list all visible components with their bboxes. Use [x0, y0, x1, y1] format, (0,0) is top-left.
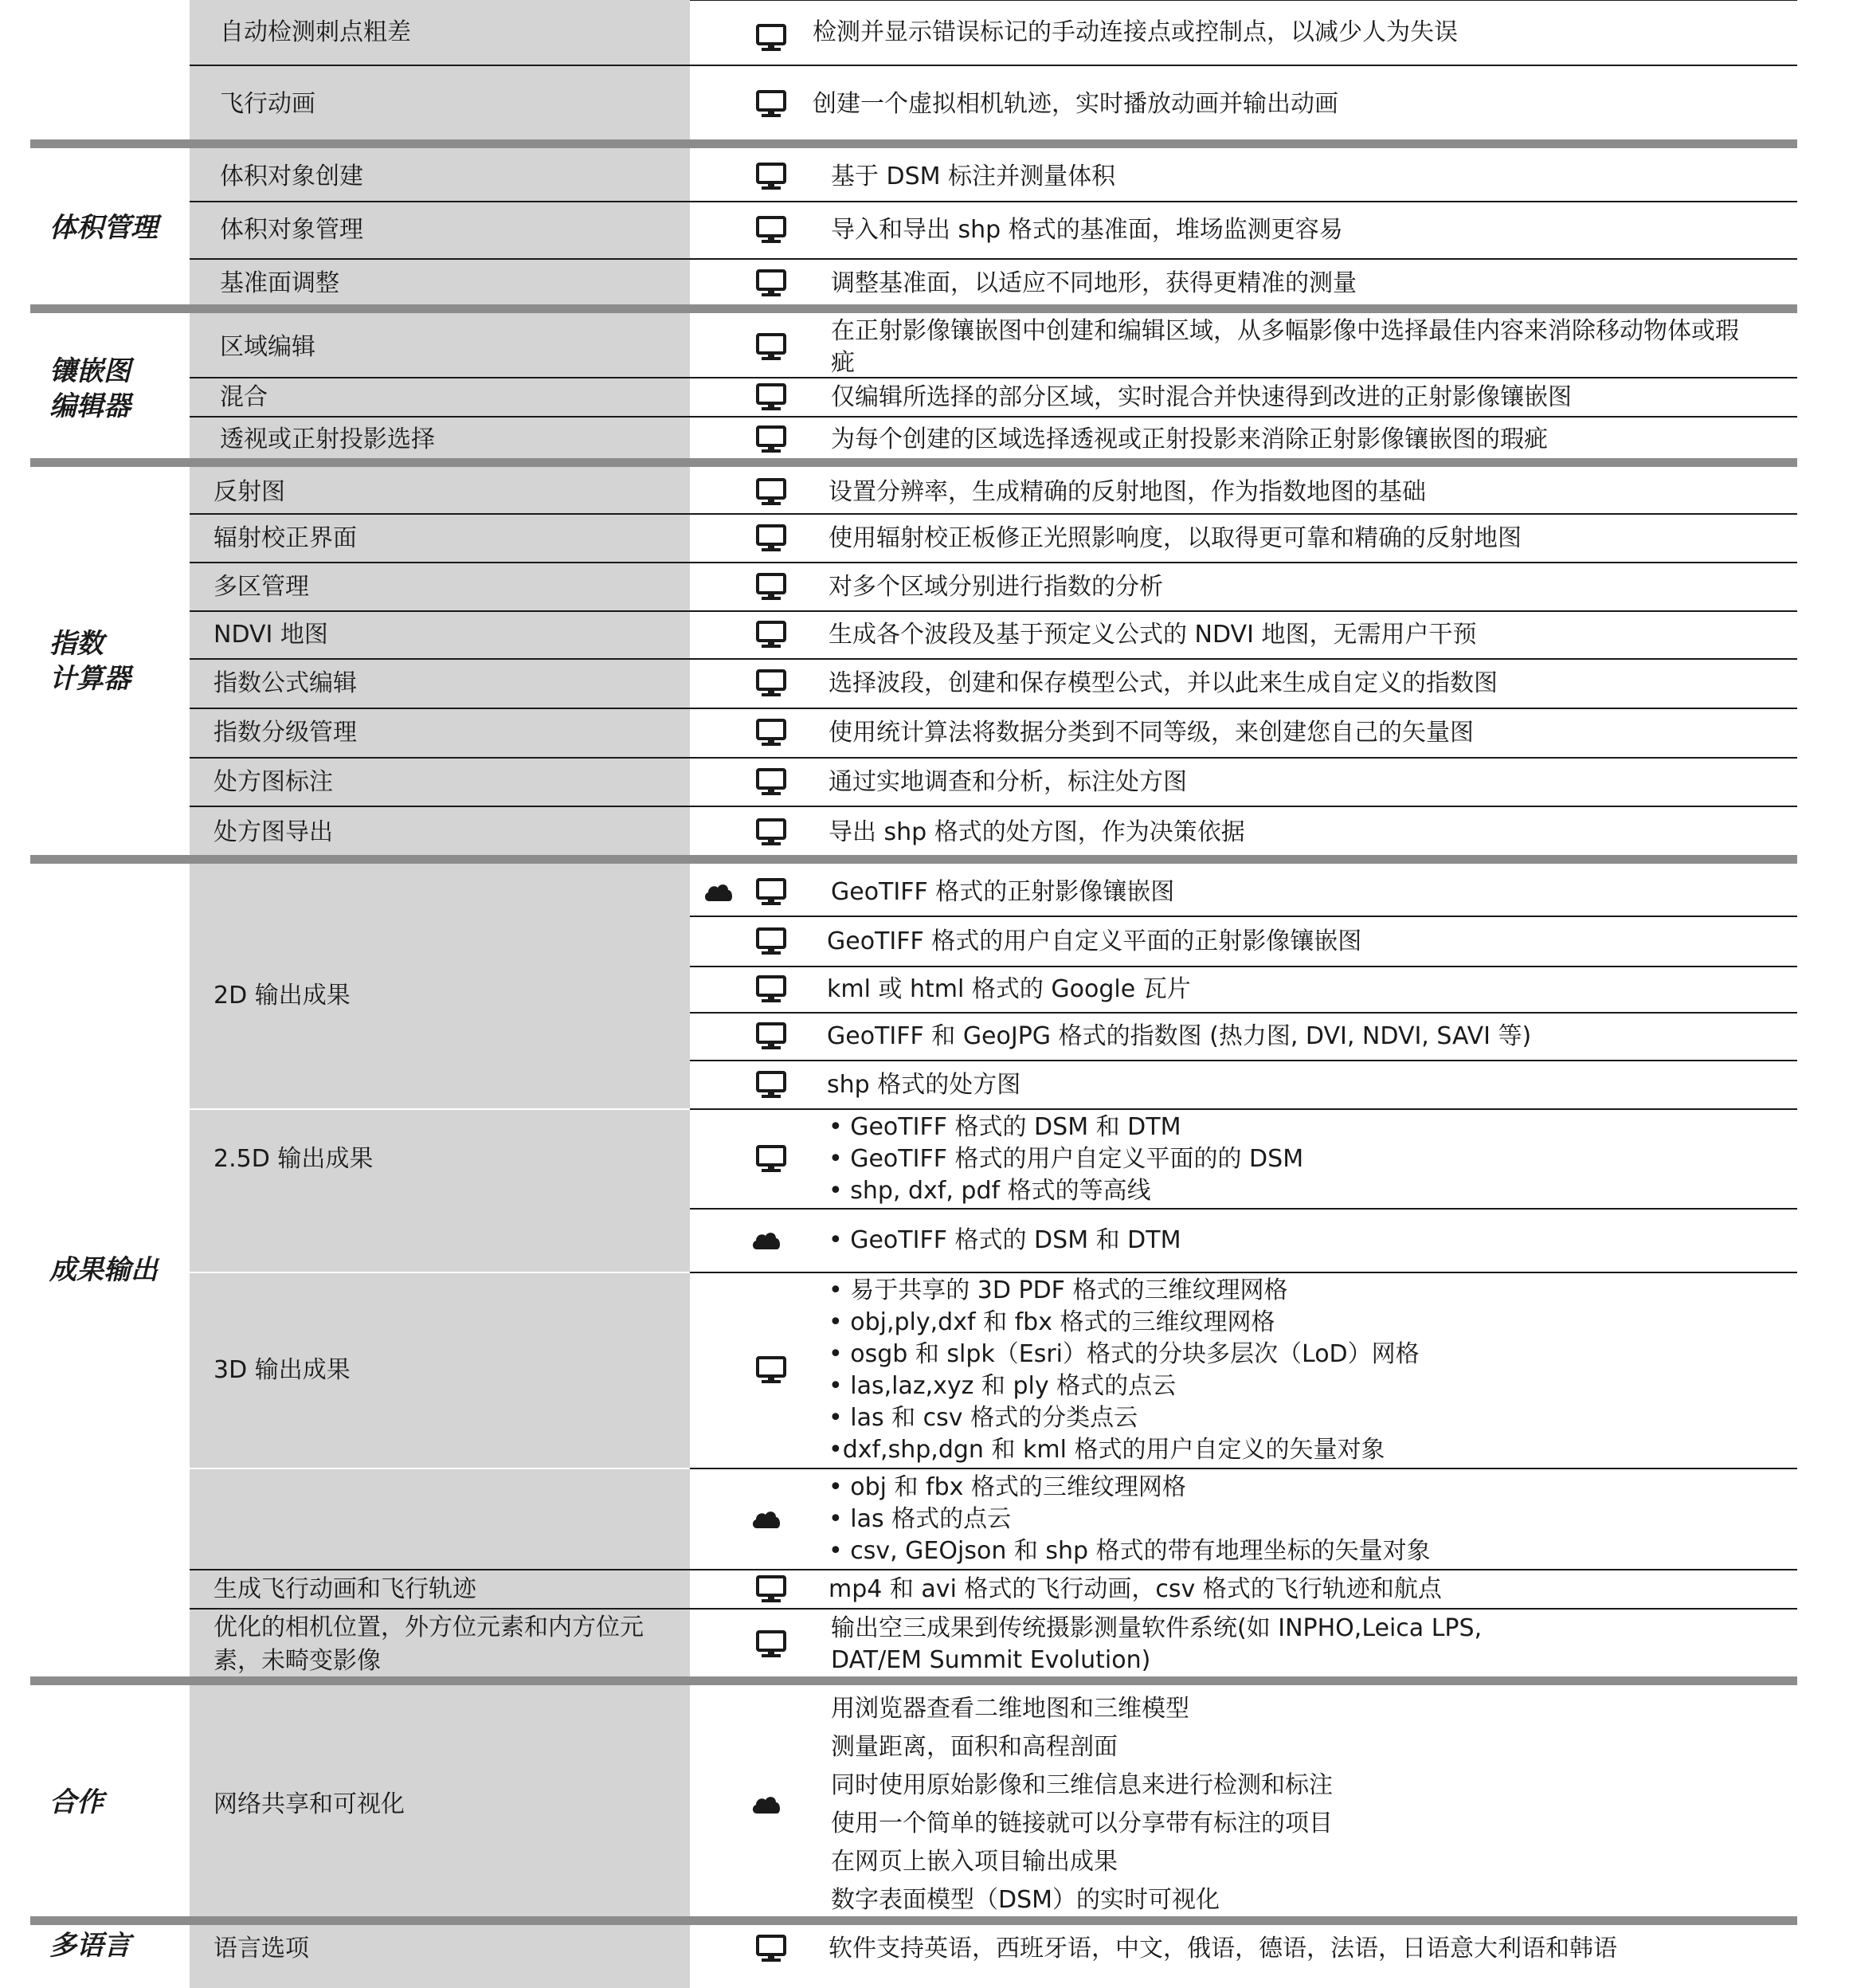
desktop-icon: [755, 1022, 787, 1051]
row-divider: [690, 966, 1797, 967]
feature-description: [831, 1690, 1333, 1919]
feature-name: [213, 816, 333, 849]
description-line: • osgb 和 slpk（Esri）格式的分块多层次（LoD）网格: [829, 1340, 1420, 1368]
category-index-line-2: 计算器: [49, 663, 131, 695]
description-line: 输出空三成果到传统摄影测量软件系统(如 INPHO,Leica LPS,: [831, 1614, 1483, 1642]
desktop-icon: [755, 1935, 787, 1963]
desktop-icon: [755, 1145, 787, 1174]
row-divider: [190, 416, 1797, 418]
feature-description: [831, 268, 1357, 300]
feature-description: [831, 316, 1739, 379]
description-line: 导入和导出 shp 格式的基准面，堆场监测更容易: [831, 216, 1343, 244]
feature-description: [827, 1021, 1531, 1053]
feature-name-line: 处方图标注: [213, 768, 333, 796]
description-line: 测量距离，面积和高程剖面: [831, 1733, 1118, 1761]
feature-description: [829, 1275, 1420, 1466]
description-line: 为每个创建的区域选择透视或正射投影来消除正射影像镶嵌图的瑕疵: [831, 425, 1548, 453]
desktop-icon: [755, 1630, 787, 1659]
feature-name-line: 处方图导出: [213, 818, 333, 846]
feature-name: [220, 381, 268, 414]
description-line: 在正射影像镶嵌图中创建和编辑区域，从多幅影像中选择最佳内容来消除移动物体或瑕: [831, 317, 1739, 345]
feature-description: [827, 974, 1191, 1006]
feature-name: [213, 476, 285, 509]
row-divider: [690, 1012, 1797, 1014]
feature-description: [831, 214, 1343, 246]
description-line: 通过实地调查和分析，标注处方图: [829, 768, 1187, 796]
desktop-icon: [755, 333, 787, 362]
desktop-icon: [755, 383, 787, 412]
feature-description: [829, 1933, 1617, 1965]
feature-name-line: 生成飞行动画和飞行轨迹: [213, 1575, 476, 1603]
feature-name: [213, 1354, 351, 1387]
desktop-icon: [755, 768, 787, 797]
desktop-icon: [755, 818, 787, 847]
feature-name-line: 语言选项: [213, 1935, 309, 1963]
row-divider: [190, 708, 1797, 709]
description-line: 导出 shp 格式的处方图，作为决策依据: [829, 818, 1245, 846]
cloud-icon: [750, 1226, 782, 1255]
description-line: 仅编辑所选择的部分区域，实时混合并快速得到改进的正射影像镶嵌图: [831, 383, 1572, 411]
feature-description: [831, 1613, 1482, 1676]
feature-name-line: 指数分级管理: [213, 719, 357, 747]
feature-name-line: 网络共享和可视化: [213, 1790, 405, 1818]
feature-name-line: 优化的相机位置，外方位元素和内方位元: [213, 1614, 644, 1641]
row-divider: [690, 1208, 1797, 1210]
desktop-icon: [755, 478, 787, 507]
description-line: GeoTIFF 格式的用户自定义平面的正射影像镶嵌图: [827, 927, 1362, 955]
category-index: [49, 626, 131, 696]
feature-name-line: 2.5D 输出成果: [213, 1145, 374, 1173]
feature-name: [213, 979, 351, 1013]
desktop-icon: [755, 975, 787, 1004]
description-line: 创建一个虚拟相机轨迹，实时播放动画并输出动画: [813, 90, 1338, 118]
feature-name: [220, 267, 339, 300]
description-line: 对多个区域分别进行指数的分析: [829, 573, 1163, 601]
description-line: 同时使用原始影像和三维信息来进行检测和标注: [831, 1771, 1333, 1799]
feature-name: [213, 571, 309, 604]
description-line: 生成各个波段及基于预定义公式的 NDVI 地图，无需用户干预: [829, 621, 1477, 649]
feature-description: [813, 88, 1338, 120]
feature-description: [829, 1574, 1442, 1606]
desktop-icon: [755, 621, 787, 649]
cell-gap-divider: [190, 1272, 690, 1273]
desktop-icon: [755, 927, 787, 956]
description-line: 检测并显示错误标记的手动连接点或控制点，以减少人为失误: [813, 18, 1458, 46]
cell-gap-divider: [190, 1468, 690, 1469]
description-line: shp 格式的处方图: [827, 1071, 1021, 1099]
row-divider: [690, 916, 1797, 917]
description-line: 选择波段，创建和保存模型公式，并以此来生成自定义的指数图: [829, 669, 1498, 697]
description-line: • obj 和 fbx 格式的三维纹理网格: [829, 1473, 1186, 1501]
desktop-icon: [755, 1071, 787, 1100]
feature-name: [213, 1573, 476, 1606]
desktop-icon: [755, 163, 787, 191]
row-divider: [190, 513, 1797, 515]
row-divider: [190, 201, 1797, 202]
feature-name-line: 3D 输出成果: [213, 1356, 351, 1384]
description-line: • shp, dxf, pdf 格式的等高线: [829, 1177, 1151, 1205]
category-mosaic: [49, 354, 131, 424]
desktop-icon: [755, 425, 787, 454]
description-line: 数字表面模型（DSM）的实时可视化: [831, 1886, 1220, 1914]
feature-name: [213, 522, 357, 555]
feature-description: [831, 876, 1174, 908]
description-line: • GeoTIFF 格式的 DSM 和 DTM: [829, 1226, 1181, 1254]
cell-gap-divider: [190, 1108, 690, 1110]
description-line: GeoTIFF 格式的正射影像镶嵌图: [831, 878, 1175, 906]
row-divider: [690, 1468, 1797, 1469]
feature-name-line: 指数公式编辑: [213, 669, 357, 697]
feature-name-line: 反射图: [213, 478, 285, 506]
feature-name: [213, 766, 333, 799]
feature-description: [831, 382, 1572, 414]
description-line: 设置分辨率，生成精确的反射地图，作为指数地图的基础: [829, 478, 1426, 506]
row-divider: [190, 562, 1797, 563]
feature-name-line: 区域编辑: [220, 333, 315, 361]
description-line: • las 格式的点云: [829, 1505, 1012, 1533]
feature-name: [213, 1143, 373, 1176]
feature-name: [220, 16, 411, 49]
feature-name: [220, 331, 315, 364]
description-line: • csv, GEOjson 和 shp 格式的带有地理坐标的矢量对象: [829, 1537, 1431, 1565]
description-line: • las 和 csv 格式的分类点云: [829, 1404, 1138, 1432]
feature-name: [220, 214, 363, 247]
category-mosaic-line-1: 镶嵌图: [49, 355, 131, 387]
feature-description: [813, 17, 1458, 49]
category-output: 成果输出: [49, 1254, 158, 1286]
row-divider: [190, 757, 1797, 759]
description-line: 使用辐射校正板修正光照影响度，以取得更可靠和精确的反射地图: [829, 524, 1522, 552]
row-divider: [690, 1060, 1797, 1061]
feature-name: [213, 1788, 405, 1821]
section-separator-band: [30, 458, 1797, 467]
feature-name-line: 飞行动画: [220, 90, 315, 118]
feature-description: [829, 619, 1476, 651]
desktop-icon: [755, 269, 787, 298]
row-divider: [190, 258, 1797, 260]
description-line: kml 或 html 格式的 Google 瓦片: [827, 975, 1191, 1003]
feature-name-line: NDVI 地图: [213, 621, 328, 649]
row-divider: [690, 0, 1797, 1]
description-line: mp4 和 avi 格式的飞行动画，csv 格式的飞行轨迹和航点: [829, 1575, 1442, 1603]
feature-description: [829, 817, 1245, 849]
cloud-icon: [750, 1790, 782, 1819]
feature-description: [827, 926, 1361, 958]
feature-name-line: 2D 输出成果: [213, 982, 351, 1010]
description-line: 基于 DSM 标注并测量体积: [831, 163, 1116, 190]
row-divider: [190, 1608, 1797, 1610]
row-divider: [190, 65, 1797, 66]
feature-name: [213, 716, 357, 750]
feature-name: [213, 1932, 309, 1966]
description-line: DAT/EM Summit Evolution): [831, 1646, 1151, 1674]
feature-name: [213, 618, 328, 652]
category-index-line-1: 指数: [49, 628, 104, 660]
category-collaboration: 合作: [49, 1786, 104, 1818]
description-line: • 易于共享的 3D PDF 格式的三维纹理网格: [829, 1276, 1288, 1304]
desktop-icon: [755, 719, 787, 747]
row-divider: [190, 658, 1797, 660]
category-volume: 体积管理: [49, 212, 158, 244]
description-line: • obj,ply,dxf 和 fbx 格式的三维纹理网格: [829, 1308, 1275, 1336]
feature-description: [831, 424, 1548, 456]
feature-name-line: 素，未畸变影像: [213, 1647, 381, 1675]
description-line: 使用统计算法将数据分类到不同等级，来创建您自己的矢量图: [829, 719, 1474, 747]
description-line: •dxf,shp,dgn 和 kml 格式的用户自定义的矢量对象: [829, 1436, 1385, 1464]
desktop-icon: [755, 1356, 787, 1385]
desktop-icon: [755, 573, 787, 602]
section-separator-band: [30, 139, 1797, 148]
desktop-icon: [755, 216, 787, 245]
desktop-icon: [755, 524, 787, 553]
feature-name: [213, 1611, 644, 1678]
feature-description: [829, 1112, 1303, 1207]
description-line: • GeoTIFF 格式的用户自定义平面的的 DSM: [829, 1145, 1304, 1173]
feature-description: [829, 476, 1426, 508]
category-multilanguage: 多语言: [49, 1930, 131, 1962]
feature-name: [220, 160, 363, 194]
section-separator-band: [30, 304, 1797, 313]
desktop-icon: [755, 669, 787, 698]
feature-name-line: 基准面调整: [220, 269, 339, 297]
desktop-icon: [755, 90, 787, 119]
feature-description: [829, 523, 1522, 555]
description-line: 软件支持英语，西班牙语，中文，俄语，德语，法语，日语意大利语和韩语: [829, 1935, 1617, 1963]
feature-description: [829, 571, 1163, 603]
description-line: • GeoTIFF 格式的 DSM 和 DTM: [829, 1113, 1181, 1141]
feature-name: [213, 667, 357, 700]
feature-description: [827, 1069, 1020, 1101]
feature-name-line: 多区管理: [213, 573, 309, 601]
description-line: 用浏览器查看二维地图和三维模型: [831, 1695, 1189, 1723]
feature-description: [829, 1472, 1431, 1567]
feature-name: [220, 423, 435, 457]
cloud-icon: [750, 1505, 782, 1534]
row-divider: [190, 1569, 1797, 1570]
feature-name: [220, 88, 315, 121]
feature-description: [829, 717, 1474, 749]
cloud-icon: [703, 878, 735, 907]
feature-name-line: 透视或正射投影选择: [220, 425, 435, 453]
feature-name-line: 混合: [220, 383, 268, 411]
desktop-icon: [755, 1575, 787, 1604]
section-separator-band: [30, 855, 1797, 864]
description-line: 调整基准面，以适应不同地形，获得更精准的测量: [831, 269, 1357, 297]
feature-name-line: 体积对象管理: [220, 216, 363, 244]
feature-name-line: 自动检测刺点粗差: [220, 18, 411, 46]
feature-name-line: 辐射校正界面: [213, 524, 357, 552]
description-line: 使用一个简单的链接就可以分享带有标注的项目: [831, 1810, 1333, 1837]
desktop-icon: [755, 24, 787, 53]
row-divider: [190, 806, 1797, 807]
row-divider: [190, 610, 1797, 612]
feature-name-line: 体积对象创建: [220, 163, 363, 190]
feature-description: [829, 668, 1498, 700]
category-mosaic-line-2: 编辑器: [49, 390, 131, 422]
feature-description: [829, 767, 1187, 798]
description-line: 疵: [831, 349, 855, 377]
description-line: 在网页上嵌入项目输出成果: [831, 1848, 1118, 1876]
feature-description: [831, 161, 1115, 193]
description-line: • las,laz,xyz 和 ply 格式的点云: [829, 1372, 1177, 1400]
feature-description: [829, 1225, 1181, 1257]
desktop-icon: [755, 878, 787, 907]
description-line: GeoTIFF 和 GeoJPG 格式的指数图 (热力图, DVI, NDVI, SAVI 等): [827, 1022, 1532, 1050]
